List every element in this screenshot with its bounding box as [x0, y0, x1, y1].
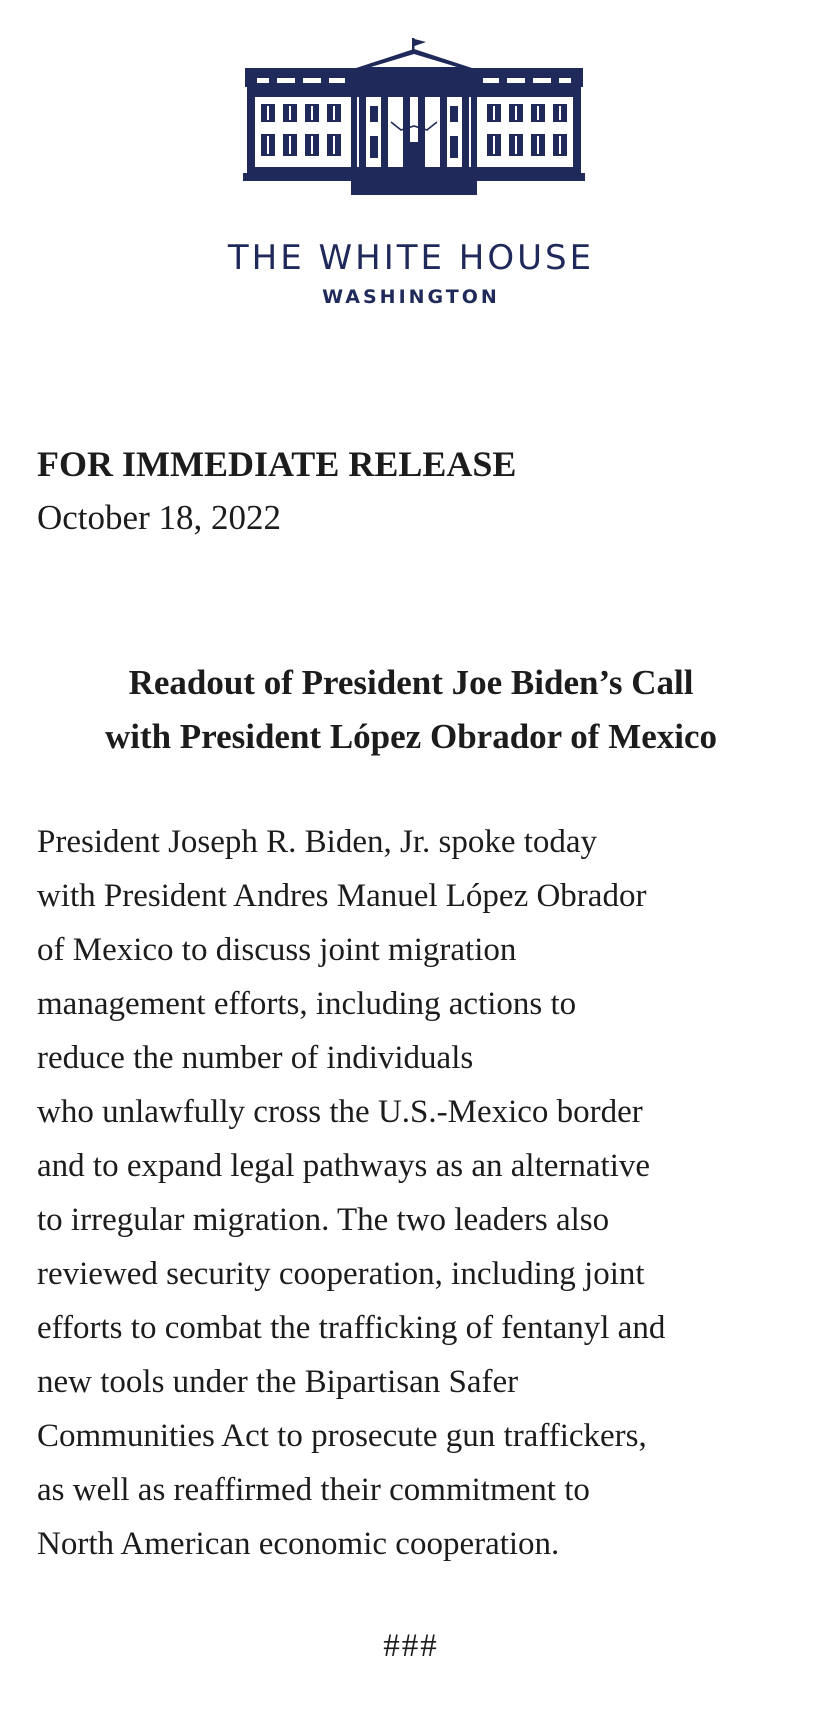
body-paragraph [37, 815, 807, 1571]
body-line: efforts to combat the trafficking of fentanyl and [37, 1310, 666, 1346]
body-line: North American economic cooperation. [37, 1526, 560, 1562]
headline-line: with President López Obrador of Mexico [104, 717, 718, 756]
body-line: reviewed security cooperation, including joint [37, 1256, 645, 1292]
body-line: President Joseph R. Biden, Jr. spoke today [37, 824, 598, 860]
body-line: as well as reaffirmed their commitment to [37, 1472, 590, 1508]
body-line: who unlawfully cross the U.S.-Mexico border [37, 1094, 643, 1130]
body-line: and to expand legal pathways as an alternative [37, 1148, 651, 1184]
white-house-building-icon [243, 38, 585, 200]
end-mark: ### [383, 1628, 439, 1664]
brand-location: WASHINGTON [322, 286, 500, 308]
brand-name: THE WHITE HOUSE [227, 238, 595, 278]
body-line: to irregular migration. The two leaders also [37, 1202, 610, 1238]
release-label: FOR IMMEDIATE RELEASE [37, 444, 517, 484]
body-line: reduce the number of individuals [37, 1040, 474, 1076]
release-date: October 18, 2022 [37, 498, 281, 537]
body-line: Communities Act to prosecute gun traffickers, [37, 1418, 647, 1454]
headline-line: Readout of President Joe Biden’s Call [128, 663, 694, 702]
body-line: with President Andres Manuel López Obrador [37, 878, 647, 914]
body-line: of Mexico to discuss joint migration [37, 932, 517, 968]
body-line: new tools under the Bipartisan Safer [37, 1364, 519, 1400]
headline [20, 656, 802, 764]
body-line: management efforts, including actions to [37, 986, 577, 1022]
